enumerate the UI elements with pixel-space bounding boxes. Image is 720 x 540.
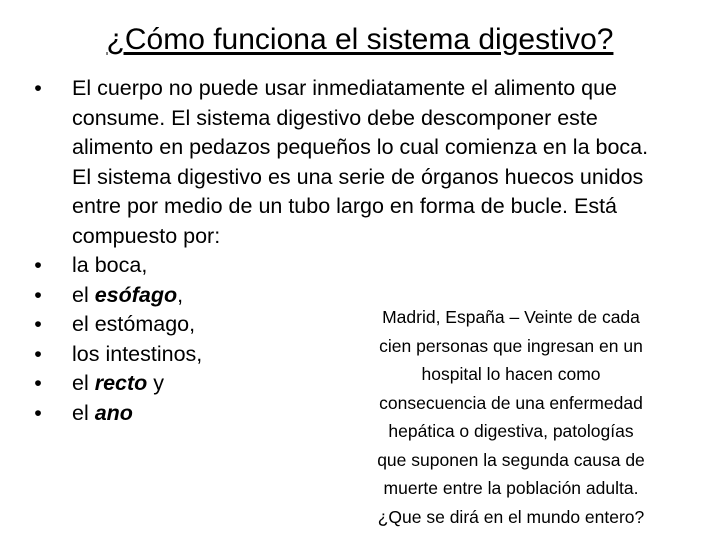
- bullet-dot: •: [34, 400, 42, 425]
- item-tail: ,: [177, 282, 184, 307]
- quote-line: ¿Que se dirá en el mundo entero?: [377, 506, 645, 527]
- item-term: ano: [94, 400, 133, 425]
- bullet-dot: •: [34, 312, 42, 336]
- quote-line: hepática o digestiva, patologías: [388, 421, 634, 441]
- quote-line: que suponen la segunda causa de: [377, 449, 645, 470]
- item-text: el: [72, 400, 95, 425]
- bullet-dot: •: [34, 341, 42, 366]
- bullet-item-boca: [28, 251, 668, 281]
- item-text: los intestinos,: [72, 341, 203, 366]
- item-tail: y: [147, 371, 165, 395]
- item-term: recto: [94, 371, 148, 395]
- bullet-intro: [28, 74, 672, 251]
- bullet-dot: •: [34, 253, 42, 277]
- news-quote: [336, 303, 686, 531]
- item-text: el: [72, 282, 95, 307]
- intro-text: El cuerpo no puede usar inmediatamente el alimento que consume. El sistema digestivo debe descomponer este alimento en pedazos pequeños lo cual comienza en la boca. El sistema digestivo es una serie de órganos huecos unidos entre por medio de un tubo largo en forma de bucle. Está compuesto por:: [72, 76, 649, 248]
- bullet-dot: •: [34, 371, 42, 395]
- item-text: el: [72, 371, 95, 395]
- item-text: la boca,: [72, 253, 148, 277]
- quote-line: Madrid, España – Veinte de cada: [382, 307, 640, 327]
- quote-line: cien personas que ingresan en un: [379, 335, 643, 356]
- slide-title: ¿Cómo funciona el sistema digestivo?: [106, 23, 614, 56]
- quote-line: hospital lo hacen como: [421, 364, 601, 384]
- quote-line: muerte entre la población adulta.: [383, 478, 639, 498]
- quote-line: consecuencia de una enfermedad: [379, 392, 643, 413]
- bullet-dot: •: [34, 76, 42, 100]
- item-text: el estómago,: [72, 312, 196, 336]
- bullet-dot: •: [34, 282, 42, 307]
- item-term: esófago: [94, 282, 178, 307]
